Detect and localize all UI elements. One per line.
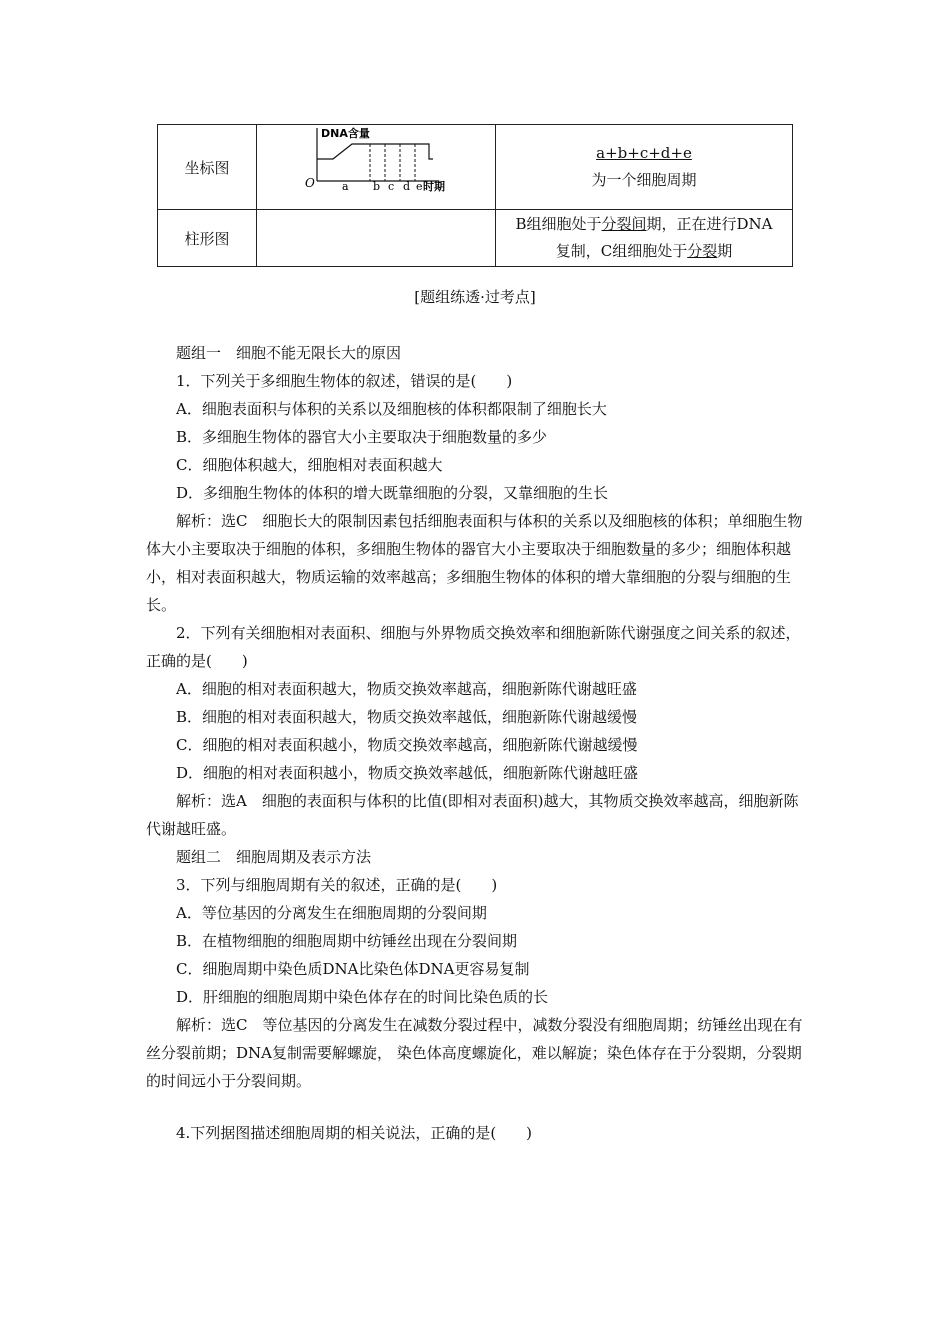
chart-ylabel: DNA含量 [321, 127, 370, 140]
question-1-option-c: C．细胞体积越大，细胞相对表面积越大 [176, 456, 443, 474]
bar-text-1: B组细胞处于 [515, 215, 602, 233]
blank-answer-2: 分裂 [687, 242, 718, 260]
question-2-stem: 2．下列有关细胞相对表面积、细胞与外界物质交换效率和细胞新陈代谢强度之间关系的叙述，正确的是( ) [146, 624, 801, 670]
chart-tick-b: b [373, 180, 381, 193]
question-3-analysis: 解析：选C 等位基因的分离发生在减数分裂过程中，减数分裂没有细胞周期；纺锤丝出现在有丝分裂前期；DNA复制需要解螺旋， 染色体高度螺旋化，难以解旋；染色体存在于分裂期，分裂期的时间远小于分裂间期。 [146, 1016, 803, 1090]
spacer [146, 1095, 810, 1119]
chart-tick-e: e [416, 180, 423, 193]
dna-chart-cell [257, 125, 496, 210]
bar-text-3: 复制，C组细胞处于 [555, 242, 688, 260]
bar-desc-line-2 [496, 238, 792, 265]
chart-series-line [317, 144, 433, 159]
bar-text-2: 期，正在进行DNA [646, 215, 773, 233]
question-2-option-d: D．细胞的相对表面积越小，物质交换效率越低，细胞新陈代谢越旺盛 [176, 764, 639, 782]
chart-xlabel: 时期 [423, 180, 445, 193]
blank-answer-1: 分裂间 [601, 215, 647, 233]
question-2-option-a: A．细胞的相对表面积越大，物质交换效率越高，细胞新陈代谢越旺盛 [176, 680, 637, 698]
exercise-content [146, 339, 810, 1147]
question-3-option-b: B．在植物细胞的细胞周期中纺锤丝出现在分裂间期 [176, 932, 518, 950]
question-3-stem: 3．下列与细胞周期有关的叙述，正确的是( ) [176, 876, 498, 894]
question-3-option-a: A．等位基因的分离发生在细胞周期的分裂间期 [176, 904, 487, 922]
row-label-coordinate: 坐标图 [158, 125, 257, 210]
cycle-formula-desc: 为一个细胞周期 [591, 171, 697, 189]
bar-description [496, 210, 793, 267]
chart-tick-c: c [388, 180, 395, 193]
chart-tick-a: a [342, 180, 349, 193]
group-2-title: 题组二 细胞周期及表示方法 [176, 848, 372, 866]
question-1-option-b: B．多细胞生物体的器官大小主要取决于细胞数量的多少 [176, 428, 548, 446]
question-2-option-c: C．细胞的相对表面积越小，物质交换效率越高，细胞新陈代谢越缓慢 [176, 736, 638, 754]
dna-content-chart [257, 125, 495, 205]
question-1-option-a: A．细胞表面积与体积的关系以及细胞核的体积都限制了细胞长大 [176, 400, 607, 418]
chart-tick-d: d [403, 180, 411, 193]
question-1-option-d: D．多细胞生物体的体积的增大既靠细胞的分裂，又靠细胞的生长 [176, 484, 609, 502]
section-heading: [题组练透·过考点] [414, 288, 536, 306]
table-row-coordinate [158, 125, 793, 210]
table-row-bar [158, 210, 793, 267]
question-2-analysis: 解析：选A 细胞的表面积与体积的比值(即相对表面积)越大，其物质交换效率越高，细胞新陈代谢越旺盛。 [146, 792, 799, 838]
bar-chart-cell [257, 210, 496, 267]
bar-desc-line-1 [496, 211, 792, 238]
question-4-stem: 4.下列据图描述细胞周期的相关说法，正确的是( ) [176, 1124, 533, 1142]
question-1-analysis: 解析：选C 细胞长大的限制因素包括细胞表面积与体积的关系以及细胞核的体积；单细胞生物体大小主要取决于细胞的体积，多细胞生物体的器官大小主要取决于细胞数量的多少；细胞体积越小，相对表面积越大，物质运输的效率越高；多细胞生物体的体积的增大靠细胞的分裂与细胞的生长。 [146, 512, 803, 614]
coordinate-description [496, 125, 793, 210]
question-2-option-b: B．细胞的相对表面积越大，物质交换效率越低，细胞新陈代谢越缓慢 [176, 708, 638, 726]
row-label-bar: 柱形图 [158, 210, 257, 267]
representation-table [157, 124, 793, 267]
question-3-option-c: C．细胞周期中染色质DNA比染色体DNA更容易复制 [176, 960, 530, 978]
bar-text-4: 期 [717, 242, 733, 260]
cycle-formula: a+b+c+d+e [596, 144, 692, 162]
group-1-title: 题组一 细胞不能无限长大的原因 [176, 344, 402, 362]
chart-origin-label: O [305, 176, 315, 190]
question-3-option-d: D．肝细胞的细胞周期中染色体存在的时间比染色质的长 [176, 988, 549, 1006]
question-1-stem: 1．下列关于多细胞生物体的叙述，错误的是( ) [176, 372, 513, 390]
